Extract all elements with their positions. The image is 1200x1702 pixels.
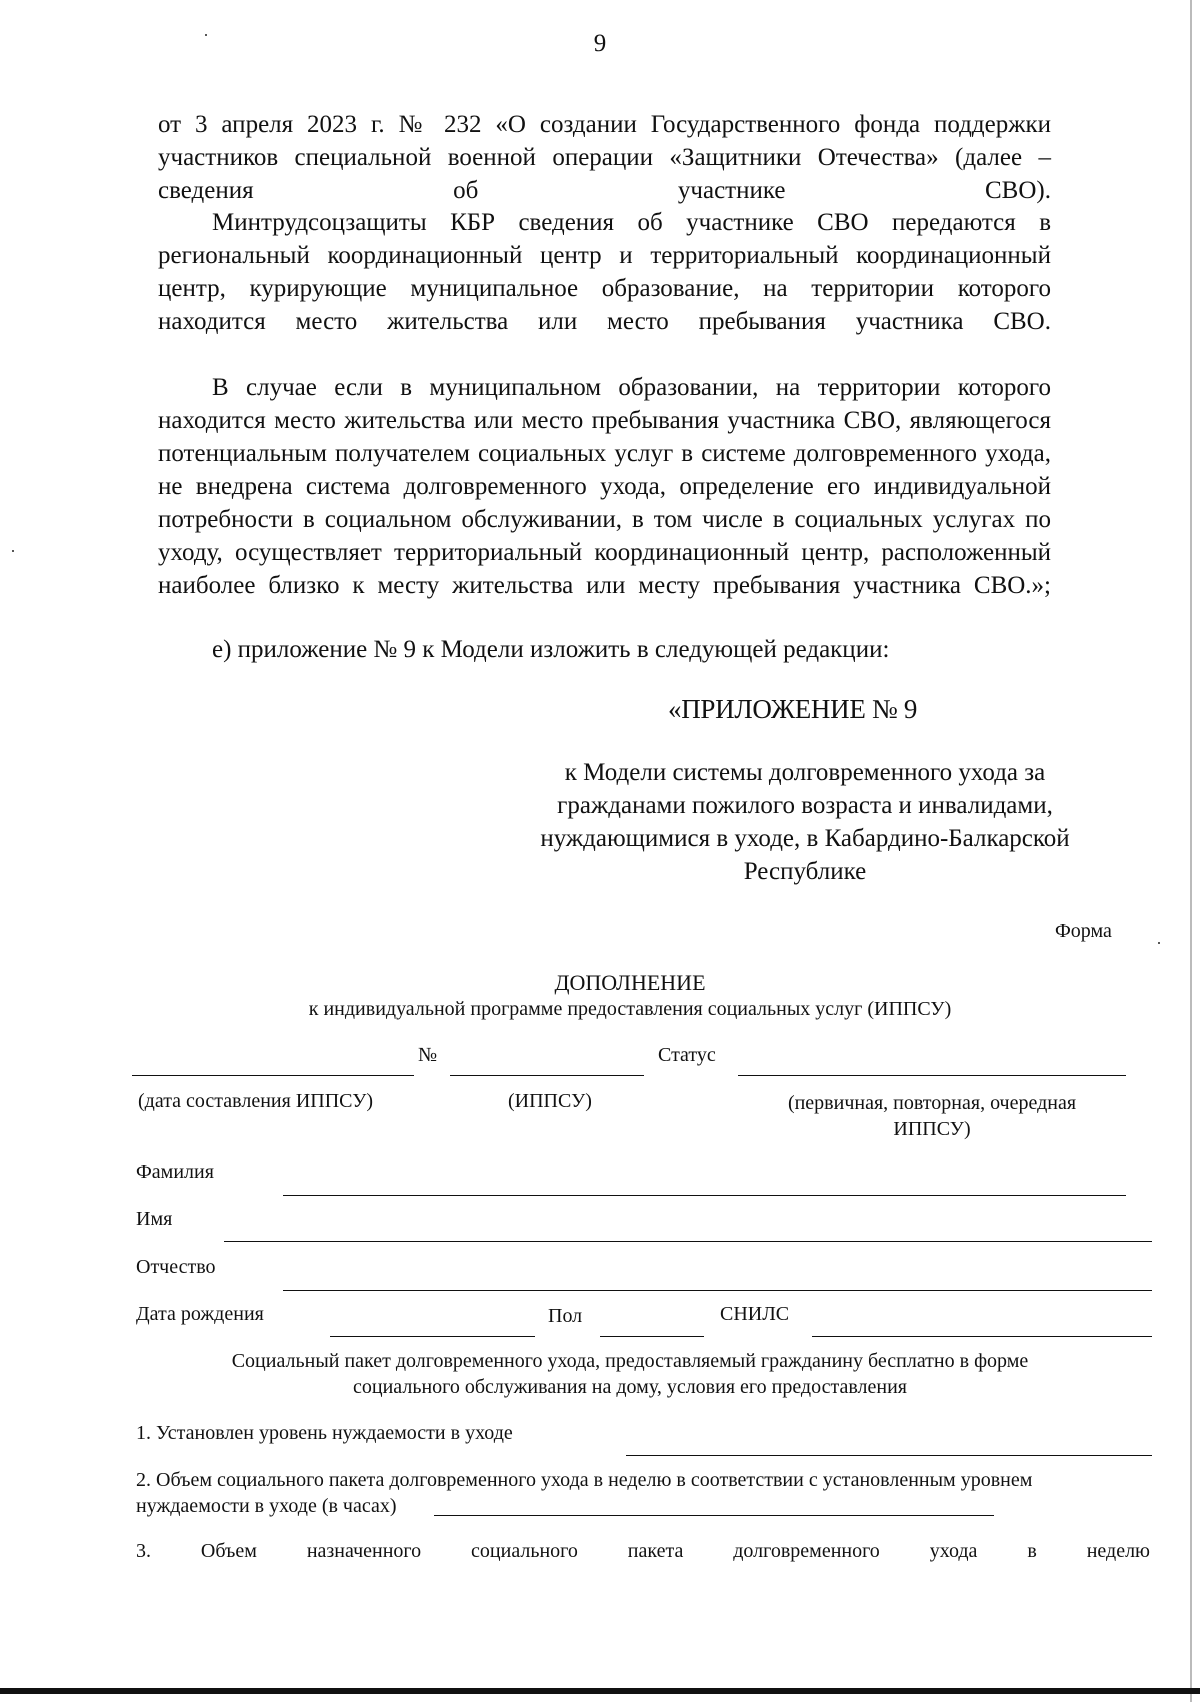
weekly-hours-field-line[interactable] (434, 1515, 994, 1516)
scan-speck (205, 34, 207, 36)
scan-speck (12, 550, 14, 552)
snils-label: СНИЛС (720, 1303, 790, 1325)
form-label: Форма (1055, 920, 1112, 942)
scan-speck (1158, 942, 1160, 944)
form-title: ДОПОЛНЕНИЕ (554, 970, 706, 995)
item-3-label: 3. Объем назначенного социального пакета долговременного ухода в неделю (136, 1540, 1150, 1562)
snils-field-line[interactable] (812, 1336, 1152, 1337)
hint-ippsu: (ИППСУ) (508, 1090, 592, 1112)
paragraph-1: от 3 апреля 2023 г. № 232 «О создании Государственного фонда поддержки участников специальной военной операции «Защитники Отечества» (далее – сведения об участнике СВО). (158, 111, 1051, 204)
ippsu-number-field-line[interactable] (450, 1075, 644, 1076)
birthdate-field-line[interactable] (330, 1336, 535, 1337)
number-label: № (418, 1044, 438, 1066)
name-label: Имя (136, 1208, 173, 1230)
date-field-line[interactable] (132, 1075, 414, 1076)
paragraph-3: В случае если в муниципальном образовании, на территории которого находится место жительства или место пребывания участника СВО, являющегося потенциальным получателем социальных услуг в системе долговременного ухода, не внедрена система долговременного ухода, определение его индивидуальной потребности в социальном обслуживании, в том числе в социальных услугах по уходу, осуществляет территориальный координационный центр, расположенный наиболее близко к месту жительства или месту пребывания участника СВО.»; (158, 374, 1051, 599)
hint-date: (дата составления ИППСУ) (138, 1090, 374, 1112)
patronymic-label: Отчество (136, 1256, 216, 1278)
birthdate-label: Дата рождения (136, 1303, 264, 1325)
care-level-field-line[interactable] (626, 1455, 1152, 1456)
item-1-label: 1. Установлен уровень нуждаемости в уходе (136, 1422, 513, 1444)
surname-field-line[interactable] (283, 1195, 1126, 1196)
patronymic-field-line[interactable] (283, 1290, 1152, 1291)
section-caption: Социальный пакет долговременного ухода, предоставляемый гражданину бесплатно в форме социального обслуживания на дому, условия его предоставления (231, 1350, 1029, 1398)
sex-field-line[interactable] (600, 1336, 704, 1337)
name-field-line[interactable] (224, 1241, 1152, 1242)
status-field-line[interactable] (738, 1075, 1126, 1076)
item-2-line-1: 2. Объем социального пакета долговременного ухода в неделю в соответствии с установленным уровнем (136, 1469, 1033, 1491)
form-subtitle: к индивидуальной программе предоставления социальных услуг (ИППСУ) (308, 998, 952, 1020)
scan-edge-right (1190, 0, 1192, 1702)
sex-label: Пол (548, 1305, 583, 1327)
scan-edge-bottom (0, 1688, 1200, 1694)
hint-status: (первичная, повторная, очередная ИППСУ) (787, 1092, 1077, 1140)
page-number: 9 (593, 30, 607, 57)
paragraph-2: Минтрудсоцзащиты КБР сведения об участнике СВО передаются в региональный координационный центр и территориальный координационный центр, курирующие муниципальное образование, на территории которого находится место жительства или место пребывания участника СВО. (158, 209, 1051, 335)
status-label: Статус (658, 1044, 716, 1066)
item-2-line-2: нуждаемости в уходе (в часах) (136, 1495, 397, 1517)
appendix-subtitle: к Модели системы долговременного ухода за гражданами пожилого возраста и инвалидами, нуждающимися в уходе, в Кабардино-Балкарской Республике (540, 759, 1070, 885)
appendix-title: «ПРИЛОЖЕНИЕ № 9 (668, 694, 918, 724)
surname-label: Фамилия (136, 1161, 214, 1183)
paragraph-4: е) приложение № 9 к Модели изложить в следующей редакции: (212, 636, 890, 663)
